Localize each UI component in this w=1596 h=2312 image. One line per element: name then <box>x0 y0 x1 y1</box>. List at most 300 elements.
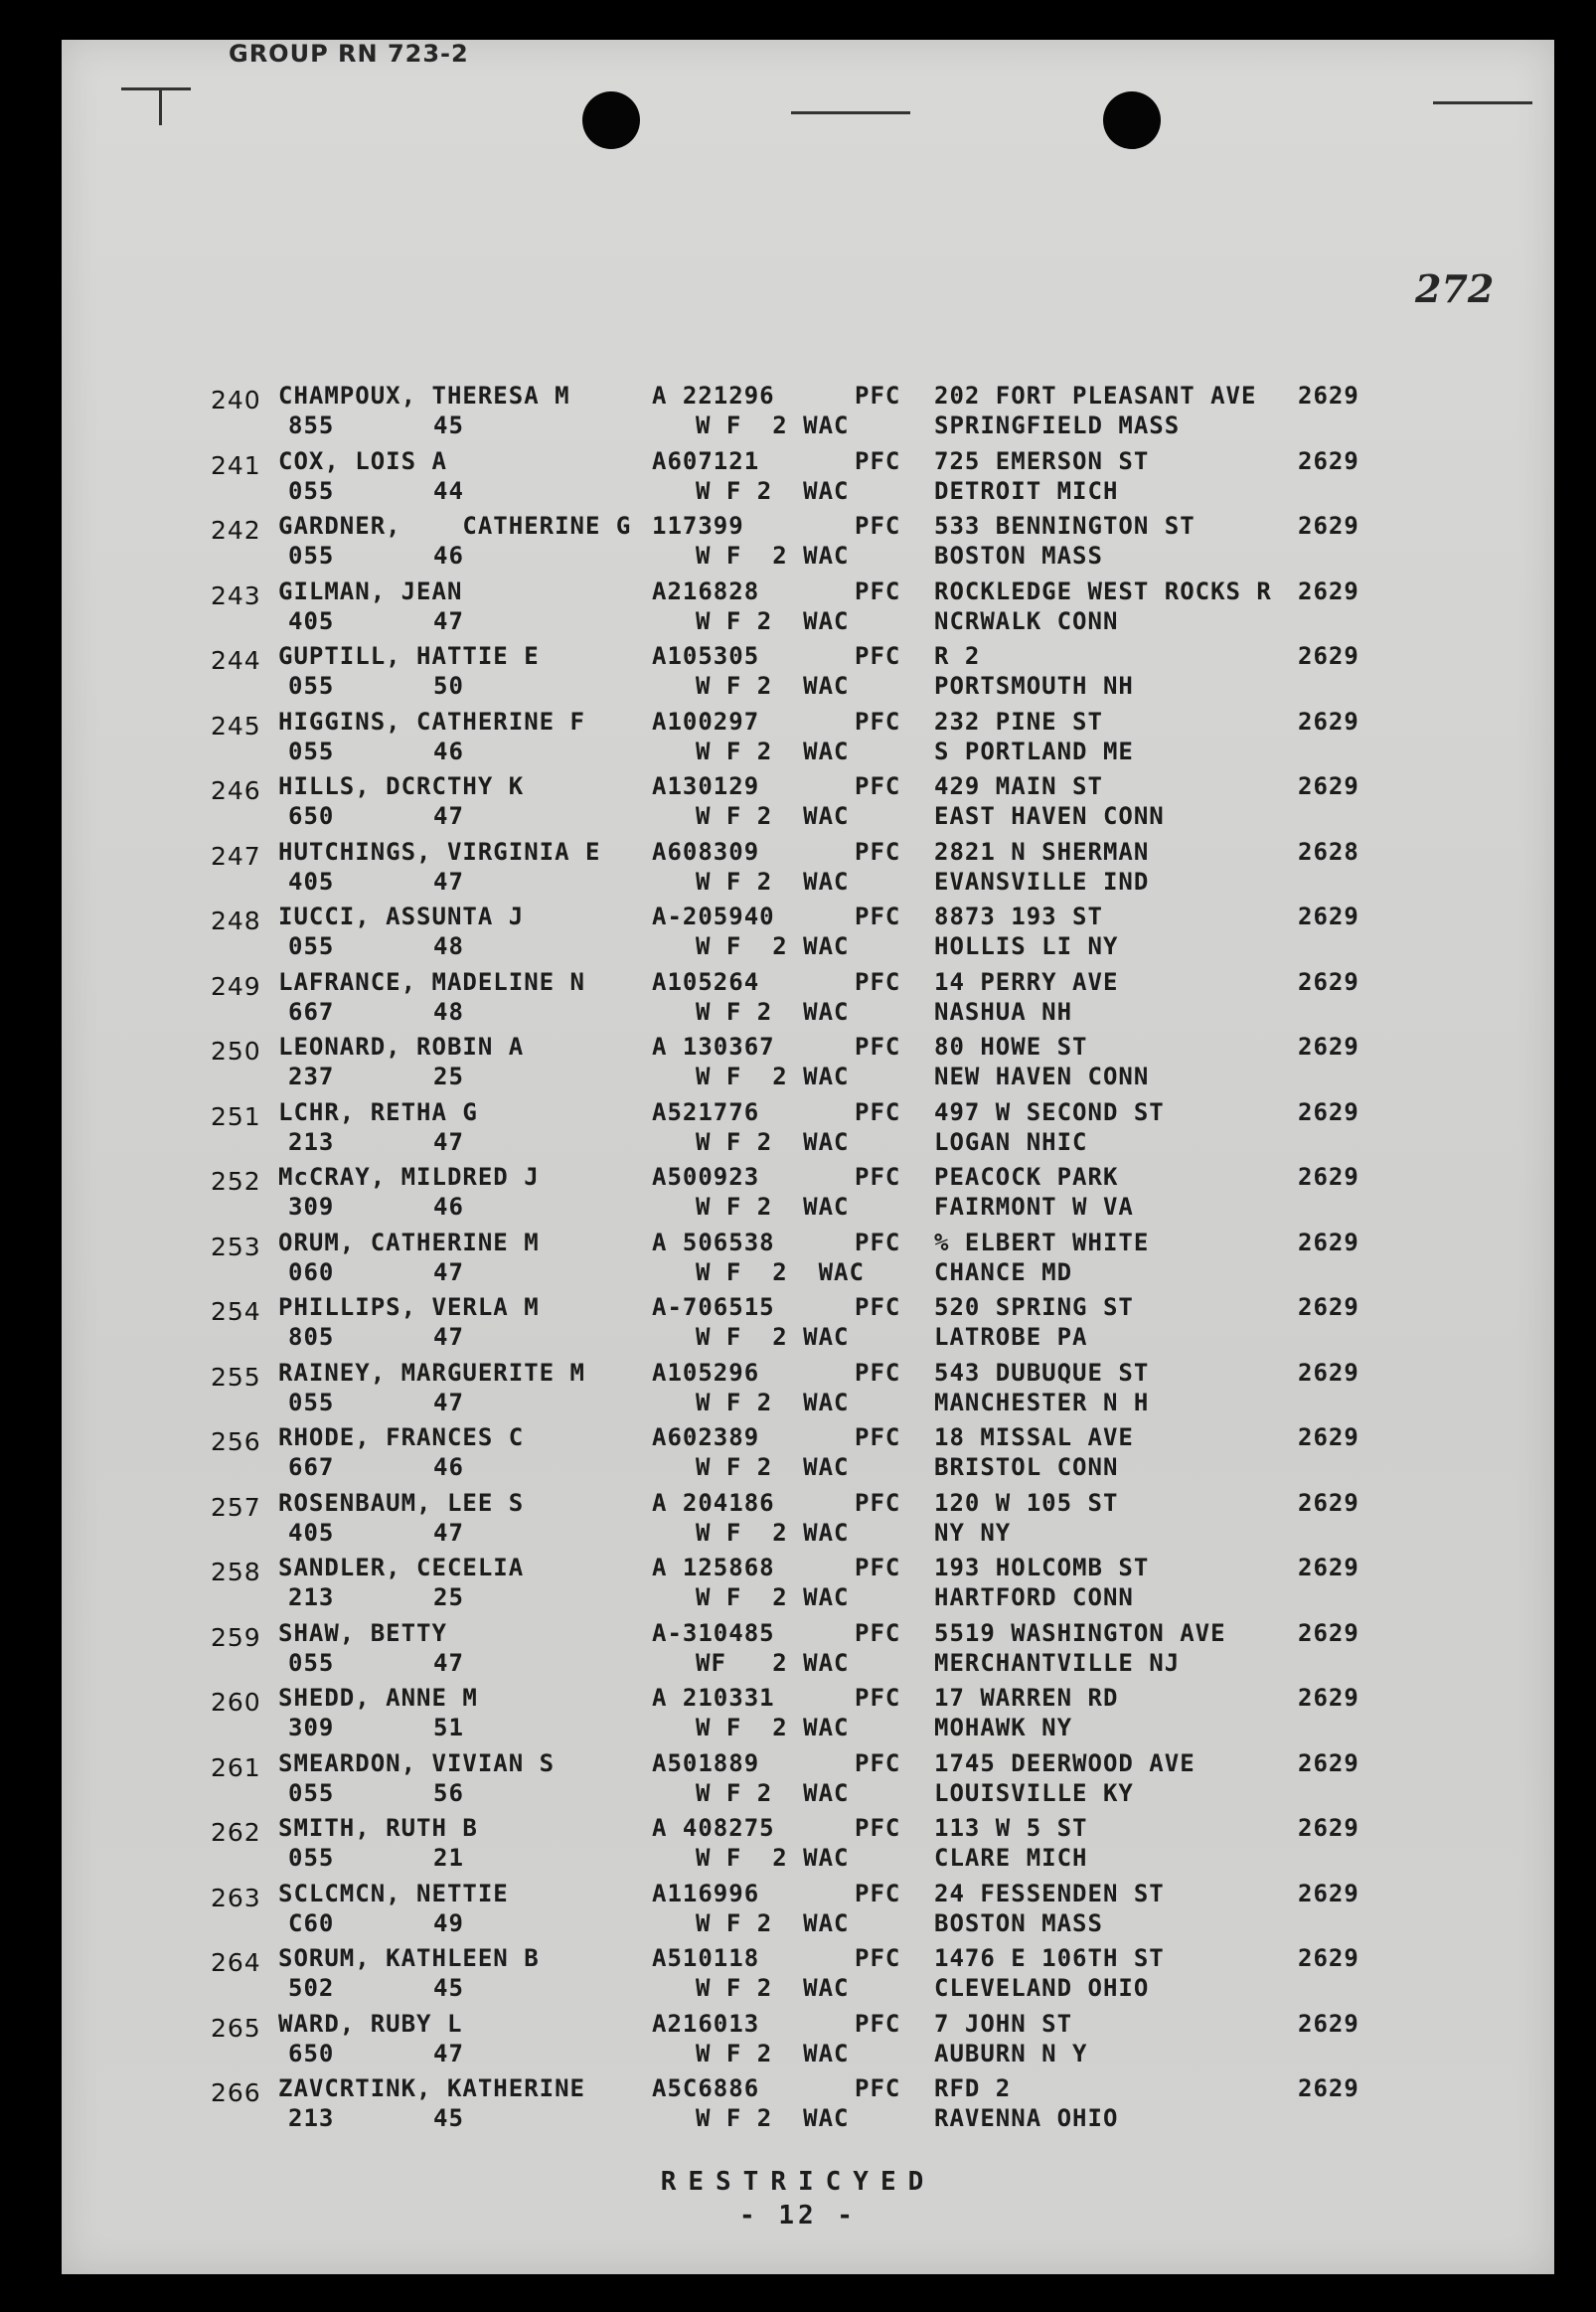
record-number: 259 <box>211 1622 261 1652</box>
serial-number: A5C6886 <box>652 2074 760 2102</box>
record-number: 254 <box>211 1297 261 1326</box>
person-name: GARDNER, CATHERINE G <box>278 512 632 540</box>
address-line-1: 1476 E 106TH ST <box>934 1944 1165 1972</box>
race-sex-grade: W F 2 WAC <box>696 542 850 570</box>
mos-code: 2629 <box>1298 772 1359 800</box>
race-sex-grade: W F 2 WAC <box>696 867 850 896</box>
record-number: 248 <box>211 907 261 935</box>
address-line-2: MOHAWK NY <box>934 1714 1073 1741</box>
record-number: 264 <box>211 1948 261 1977</box>
race-sex-grade: W F 2 WAC <box>696 1778 850 1807</box>
age: 25 <box>433 1063 464 1090</box>
race-sex-grade: W F 2 WAC <box>696 1193 850 1221</box>
person-name: RAINEY, MARGUERITE M <box>278 1358 585 1387</box>
address-line-2: MERCHANTVILLE NJ <box>934 1648 1181 1677</box>
address-line-2: EAST HAVEN CONN <box>934 802 1165 830</box>
person-name: GILMAN, JEAN <box>278 577 463 605</box>
race-sex-grade: W F 2 WAC <box>696 1714 850 1741</box>
person-name: SANDLER, CECELIA <box>278 1554 525 1581</box>
mos-code: 2629 <box>1298 1879 1359 1907</box>
record-number: 244 <box>211 646 261 675</box>
mos-code: 2629 <box>1298 642 1359 670</box>
person-name: SORUM, KATHLEEN B <box>278 1944 540 1972</box>
person-name: WARD, RUBY L <box>278 2009 463 2038</box>
person-name: SHEDD, ANNE M <box>278 1684 478 1712</box>
person-name: ZAVCRTINK, KATHERINE <box>278 2074 585 2102</box>
page-number: 272 <box>1415 266 1495 311</box>
age: 45 <box>433 1974 464 2002</box>
code: 055 <box>288 1778 335 1807</box>
list-item <box>0 1749 1596 1815</box>
address-line-2: PORTSMOUTH NH <box>934 672 1134 700</box>
address-line-2: BRISTOL CONN <box>934 1453 1119 1481</box>
person-name: SMEARDON, VIVIAN S <box>278 1748 556 1777</box>
race-sex-grade: W F 2 WAC <box>696 997 850 1026</box>
address-line-1: 520 SPRING ST <box>934 1293 1134 1321</box>
list-item <box>0 1163 1596 1229</box>
list-item <box>0 2010 1596 2075</box>
person-name: CHAMPOUX, THERESA M <box>278 382 570 410</box>
address-line-1: 8873 193 ST <box>934 903 1103 930</box>
code: 055 <box>288 1388 335 1416</box>
code: 055 <box>288 476 335 505</box>
record-number: 266 <box>211 2078 261 2107</box>
race-sex-grade: W F 2 WAC <box>696 1063 850 1090</box>
race-sex-grade: W F 2 WAC <box>696 1583 850 1611</box>
serial-number: A116996 <box>652 1879 760 1907</box>
race-sex-grade: W F 2 WAC <box>696 1908 850 1937</box>
rank: PFC <box>855 1488 901 1517</box>
list-item <box>0 1880 1596 1945</box>
roster-list <box>0 382 1596 2140</box>
race-sex-grade: W F 2 WAC <box>696 606 850 635</box>
mos-code: 2629 <box>1298 2009 1359 2038</box>
person-name: GUPTILL, HATTIE E <box>278 642 540 670</box>
address-line-2: BOSTON MASS <box>934 1908 1103 1937</box>
serial-number: A521776 <box>652 1097 760 1126</box>
rank: PFC <box>855 382 901 410</box>
address-line-1: RFD 2 <box>934 2074 1012 2102</box>
mos-code: 2629 <box>1298 1423 1359 1451</box>
code: 405 <box>288 606 335 635</box>
mos-code: 2629 <box>1298 1293 1359 1321</box>
address-line-1: R 2 <box>934 642 981 670</box>
code: 855 <box>288 412 335 439</box>
serial-number: A-310485 <box>652 1618 775 1647</box>
serial-number: A216828 <box>652 577 760 605</box>
address-line-2: NY NY <box>934 1518 1012 1547</box>
serial-number: A608309 <box>652 837 760 866</box>
address-line-2: HOLLIS LI NY <box>934 932 1119 960</box>
rank: PFC <box>855 967 901 996</box>
address-line-2: DETROIT MICH <box>934 476 1119 505</box>
list-item <box>0 838 1596 904</box>
code: 405 <box>288 867 335 896</box>
serial-number: A105305 <box>652 642 760 670</box>
serial-number: A500923 <box>652 1163 760 1191</box>
record-number: 262 <box>211 1818 261 1847</box>
code: 213 <box>288 1583 335 1611</box>
age: 46 <box>433 737 464 765</box>
rank: PFC <box>855 837 901 866</box>
list-item <box>0 382 1596 447</box>
person-name: HILLS, DCRCTHY K <box>278 772 525 800</box>
age: 47 <box>433 1257 464 1286</box>
list-item <box>0 1814 1596 1880</box>
rank: PFC <box>855 2009 901 2038</box>
serial-number: A 125868 <box>652 1554 775 1581</box>
record-number: 245 <box>211 711 261 741</box>
person-name: ROSENBAUM, LEE S <box>278 1488 525 1517</box>
serial-number: A 204186 <box>652 1488 775 1517</box>
mos-code: 2629 <box>1298 1097 1359 1126</box>
mos-code: 2629 <box>1298 967 1359 996</box>
age: 56 <box>433 1778 464 1807</box>
serial-number: A 408275 <box>652 1814 775 1842</box>
record-number: 247 <box>211 841 261 871</box>
address-line-1: 193 HOLCOMB ST <box>934 1554 1150 1581</box>
serial-number: A130129 <box>652 772 760 800</box>
mos-code: 2629 <box>1298 1618 1359 1647</box>
address-line-1: 18 MISSAL AVE <box>934 1423 1134 1451</box>
mos-code: 2629 <box>1298 1944 1359 1972</box>
code: 055 <box>288 932 335 960</box>
address-line-2: NCRWALK CONN <box>934 606 1119 635</box>
serial-number: A602389 <box>652 1423 760 1451</box>
code: 309 <box>288 1714 335 1741</box>
ink-mark <box>1433 101 1532 104</box>
person-name: IUCCI, ASSUNTA J <box>278 903 525 930</box>
address-line-1: PEACOCK PARK <box>934 1163 1119 1191</box>
serial-number: A 130367 <box>652 1033 775 1061</box>
address-line-1: 7 JOHN ST <box>934 2009 1073 2038</box>
age: 44 <box>433 476 464 505</box>
mos-code: 2629 <box>1298 382 1359 410</box>
person-name: SCLCMCN, NETTIE <box>278 1879 509 1907</box>
address-line-2: FAIRMONT W VA <box>934 1193 1134 1221</box>
race-sex-grade: W F 2 WAC <box>696 1257 865 1286</box>
list-item <box>0 1489 1596 1555</box>
address-line-1: 202 FORT PLEASANT AVE <box>934 382 1257 410</box>
rank: PFC <box>855 512 901 540</box>
list-item <box>0 1619 1596 1685</box>
list-item <box>0 1229 1596 1294</box>
list-item <box>0 1359 1596 1424</box>
address-line-2: CLEVELAND OHIO <box>934 1974 1150 2002</box>
serial-number: A501889 <box>652 1748 760 1777</box>
age: 47 <box>433 1323 464 1351</box>
age: 47 <box>433 802 464 830</box>
rank: PFC <box>855 1033 901 1061</box>
record-number: 250 <box>211 1037 261 1066</box>
age: 49 <box>433 1908 464 1937</box>
rank: PFC <box>855 1814 901 1842</box>
record-number: 263 <box>211 1883 261 1912</box>
rank: PFC <box>855 2074 901 2102</box>
rank: PFC <box>855 1228 901 1256</box>
code: 650 <box>288 802 335 830</box>
record-number: 252 <box>211 1167 261 1196</box>
list-item <box>0 512 1596 578</box>
person-name: PHILLIPS, VERLA M <box>278 1293 540 1321</box>
address-line-2: LOGAN NHIC <box>934 1127 1088 1156</box>
rank: PFC <box>855 772 901 800</box>
address-line-1: 533 BENNINGTON ST <box>934 512 1196 540</box>
list-item <box>0 1293 1596 1359</box>
record-number: 257 <box>211 1492 261 1522</box>
mos-code: 2629 <box>1298 903 1359 930</box>
rank: PFC <box>855 1293 901 1321</box>
ink-mark <box>159 89 162 125</box>
list-item <box>0 578 1596 643</box>
mos-code: 2629 <box>1298 2074 1359 2102</box>
code: 667 <box>288 997 335 1026</box>
list-item <box>0 1944 1596 2010</box>
record-number: 258 <box>211 1558 261 1586</box>
mos-code: 2629 <box>1298 1814 1359 1842</box>
classification-marking: RESTRICYED <box>660 2167 936 2197</box>
person-name: RHODE, FRANCES C <box>278 1423 525 1451</box>
address-line-1: 5519 WASHINGTON AVE <box>934 1618 1226 1647</box>
code: 502 <box>288 1974 335 2002</box>
address-line-2: LATROBE PA <box>934 1323 1088 1351</box>
code: 213 <box>288 1127 335 1156</box>
serial-number: A100297 <box>652 707 760 736</box>
address-line-1: 725 EMERSON ST <box>934 446 1150 475</box>
mos-code: 2629 <box>1298 446 1359 475</box>
person-name: SMITH, RUTH B <box>278 1814 478 1842</box>
race-sex-grade: W F 2 WAC <box>696 1388 850 1416</box>
address-line-1: 497 W SECOND ST <box>934 1097 1165 1126</box>
rank: PFC <box>855 577 901 605</box>
code: 055 <box>288 737 335 765</box>
record-number: 241 <box>211 450 261 480</box>
mos-code: 2629 <box>1298 707 1359 736</box>
serial-number: A607121 <box>652 446 760 475</box>
address-line-1: 113 W 5 ST <box>934 1814 1088 1842</box>
mos-code: 2629 <box>1298 1163 1359 1191</box>
ink-mark <box>791 111 910 114</box>
age: 48 <box>433 932 464 960</box>
serial-number: A 221296 <box>652 382 775 410</box>
rank: PFC <box>855 1684 901 1712</box>
serial-number: A510118 <box>652 1944 760 1972</box>
race-sex-grade: W F 2 WAC <box>696 2104 850 2132</box>
address-line-2: CLARE MICH <box>934 1844 1088 1872</box>
address-line-2: NEW HAVEN CONN <box>934 1063 1150 1090</box>
code: 237 <box>288 1063 335 1090</box>
mos-code: 2629 <box>1298 512 1359 540</box>
code: 667 <box>288 1453 335 1481</box>
mos-code: 2629 <box>1298 577 1359 605</box>
address-line-1: 429 MAIN ST <box>934 772 1103 800</box>
address-line-2: NASHUA NH <box>934 997 1073 1026</box>
code: 060 <box>288 1257 335 1286</box>
age: 46 <box>433 542 464 570</box>
footer-page-number: - 12 - <box>739 2201 857 2230</box>
age: 47 <box>433 606 464 635</box>
list-item <box>0 447 1596 513</box>
mos-code: 2629 <box>1298 1488 1359 1517</box>
code: 650 <box>288 2039 335 2067</box>
code: 213 <box>288 2104 335 2132</box>
person-name: LAFRANCE, MADELINE N <box>278 967 585 996</box>
race-sex-grade: W F 2 WAC <box>696 1453 850 1481</box>
record-number: 253 <box>211 1232 261 1261</box>
address-line-2: MANCHESTER N H <box>934 1388 1150 1416</box>
age: 47 <box>433 2039 464 2067</box>
race-sex-grade: W F 2 WAC <box>696 1844 850 1872</box>
age: 46 <box>433 1453 464 1481</box>
ink-mark <box>121 87 191 90</box>
serial-number: A105296 <box>652 1358 760 1387</box>
address-line-1: 14 PERRY AVE <box>934 967 1119 996</box>
code: 055 <box>288 1844 335 1872</box>
code: 055 <box>288 672 335 700</box>
address-line-2: RAVENNA OHIO <box>934 2104 1119 2132</box>
rank: PFC <box>855 1944 901 1972</box>
serial-number: A216013 <box>652 2009 760 2038</box>
address-line-1: % ELBERT WHITE <box>934 1228 1150 1256</box>
record-number: 256 <box>211 1427 261 1456</box>
address-line-2: LOUISVILLE KY <box>934 1778 1134 1807</box>
mos-code: 2629 <box>1298 1748 1359 1777</box>
rank: PFC <box>855 1163 901 1191</box>
list-item <box>0 1098 1596 1164</box>
age: 25 <box>433 1583 464 1611</box>
rank: PFC <box>855 642 901 670</box>
list-item <box>0 772 1596 838</box>
rank: PFC <box>855 1554 901 1581</box>
address-line-1: 543 DUBUQUE ST <box>934 1358 1150 1387</box>
list-item <box>0 642 1596 708</box>
address-line-1: 2821 N SHERMAN <box>934 837 1150 866</box>
punch-hole-left <box>582 91 640 149</box>
rank: PFC <box>855 1879 901 1907</box>
person-name: McCRAY, MILDRED J <box>278 1163 540 1191</box>
serial-number: A-205940 <box>652 903 775 930</box>
mos-code: 2629 <box>1298 1684 1359 1712</box>
age: 45 <box>433 412 464 439</box>
serial-number: A 506538 <box>652 1228 775 1256</box>
address-line-1: 232 PINE ST <box>934 707 1103 736</box>
code: 309 <box>288 1193 335 1221</box>
person-name: LEONARD, ROBIN A <box>278 1033 525 1061</box>
address-line-2: S PORTLAND ME <box>934 737 1134 765</box>
address-line-2: SPRINGFIELD MASS <box>934 412 1181 439</box>
rank: PFC <box>855 903 901 930</box>
list-item <box>0 2074 1596 2140</box>
mos-code: 2629 <box>1298 1228 1359 1256</box>
record-number: 255 <box>211 1362 261 1392</box>
address-line-1: 1745 DEERWOOD AVE <box>934 1748 1196 1777</box>
list-item <box>0 968 1596 1034</box>
race-sex-grade: W F 2 WAC <box>696 476 850 505</box>
serial-number: 117399 <box>652 512 744 540</box>
rank: PFC <box>855 1748 901 1777</box>
group-stamp: GROUP RN 723-2 <box>229 40 469 68</box>
age: 46 <box>433 1193 464 1221</box>
address-line-1: ROCKLEDGE WEST ROCKS R <box>934 577 1272 605</box>
rank: PFC <box>855 1358 901 1387</box>
code: C60 <box>288 1908 335 1937</box>
race-sex-grade: W F 2 WAC <box>696 412 850 439</box>
rank: PFC <box>855 1423 901 1451</box>
race-sex-grade: W F 2 WAC <box>696 1323 850 1351</box>
race-sex-grade: W F 2 WAC <box>696 2039 850 2067</box>
rank: PFC <box>855 1618 901 1647</box>
serial-number: A-706515 <box>652 1293 775 1321</box>
age: 47 <box>433 867 464 896</box>
list-item <box>0 708 1596 773</box>
record-number: 240 <box>211 386 261 414</box>
list-item <box>0 1684 1596 1749</box>
list-item <box>0 1554 1596 1619</box>
address-line-1: 17 WARREN RD <box>934 1684 1119 1712</box>
address-line-2: BOSTON MASS <box>934 542 1103 570</box>
record-number: 249 <box>211 971 261 1001</box>
age: 47 <box>433 1388 464 1416</box>
record-number: 243 <box>211 580 261 610</box>
race-sex-grade: W F 2 WAC <box>696 1127 850 1156</box>
record-number: 265 <box>211 2013 261 2043</box>
rank: PFC <box>855 446 901 475</box>
person-name: SHAW, BETTY <box>278 1618 447 1647</box>
address-line-2: CHANCE MD <box>934 1257 1073 1286</box>
age: 48 <box>433 997 464 1026</box>
mos-code: 2629 <box>1298 1358 1359 1387</box>
person-name: HUTCHINGS, VIRGINIA E <box>278 837 601 866</box>
list-item <box>0 1423 1596 1489</box>
mos-code: 2628 <box>1298 837 1359 866</box>
record-number: 251 <box>211 1101 261 1131</box>
race-sex-grade: W F 2 WAC <box>696 932 850 960</box>
mos-code: 2629 <box>1298 1554 1359 1581</box>
code: 055 <box>288 542 335 570</box>
person-name: HIGGINS, CATHERINE F <box>278 707 585 736</box>
code: 405 <box>288 1518 335 1547</box>
code: 055 <box>288 1648 335 1677</box>
race-sex-grade: W F 2 WAC <box>696 802 850 830</box>
age: 47 <box>433 1648 464 1677</box>
race-sex-grade: W F 2 WAC <box>696 737 850 765</box>
race-sex-grade: W F 2 WAC <box>696 672 850 700</box>
address-line-1: 120 W 105 ST <box>934 1488 1119 1517</box>
race-sex-grade: W F 2 WAC <box>696 1974 850 2002</box>
rank: PFC <box>855 1097 901 1126</box>
person-name: ORUM, CATHERINE M <box>278 1228 540 1256</box>
race-sex-grade: W F 2 WAC <box>696 1518 850 1547</box>
record-number: 260 <box>211 1688 261 1717</box>
record-number: 261 <box>211 1752 261 1782</box>
list-item <box>0 903 1596 968</box>
age: 47 <box>433 1127 464 1156</box>
code: 805 <box>288 1323 335 1351</box>
address-line-1: 24 FESSENDEN ST <box>934 1879 1165 1907</box>
mos-code: 2629 <box>1298 1033 1359 1061</box>
list-item <box>0 1033 1596 1098</box>
age: 21 <box>433 1844 464 1872</box>
address-line-2: EVANSVILLE IND <box>934 867 1150 896</box>
age: 50 <box>433 672 464 700</box>
address-line-1: 80 HOWE ST <box>934 1033 1088 1061</box>
age: 51 <box>433 1714 464 1741</box>
age: 45 <box>433 2104 464 2132</box>
rank: PFC <box>855 707 901 736</box>
record-number: 242 <box>211 516 261 545</box>
race-sex-grade: WF 2 WAC <box>696 1648 850 1677</box>
serial-number: A 210331 <box>652 1684 775 1712</box>
